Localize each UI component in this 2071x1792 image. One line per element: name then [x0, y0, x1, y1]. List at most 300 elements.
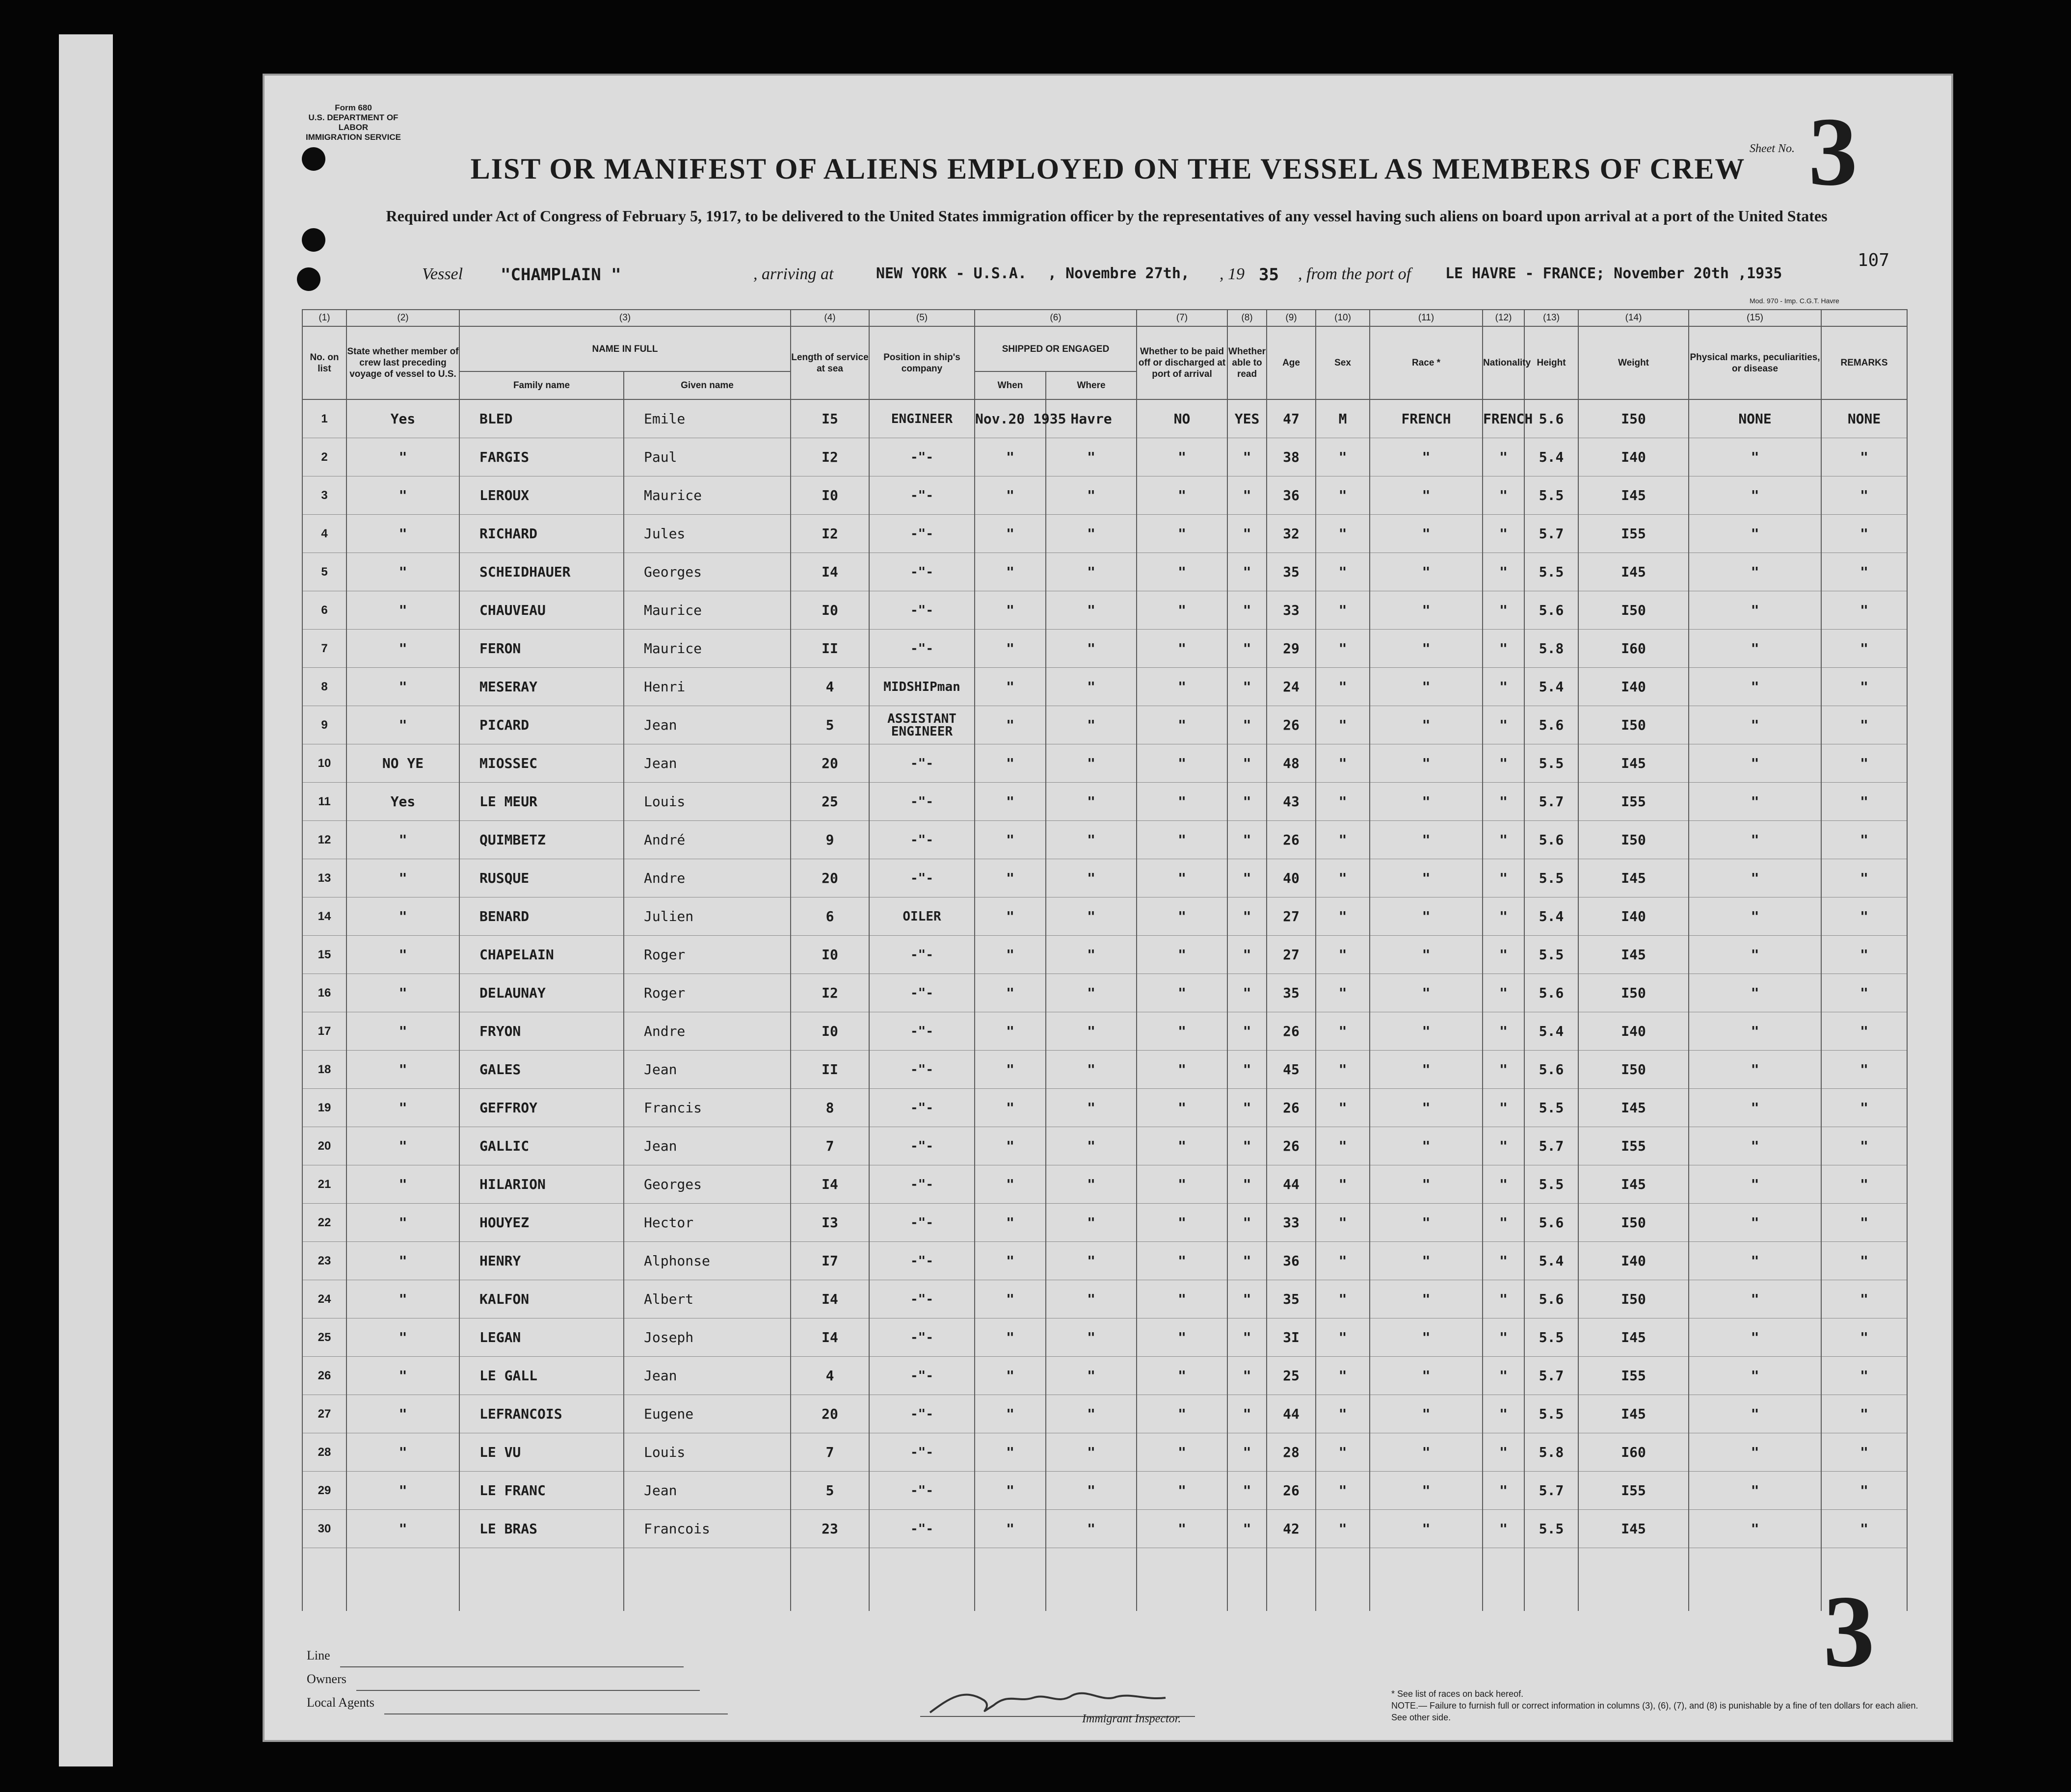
physical-marks-cell: " [1689, 974, 1821, 1012]
header-paid-off: Whether to be paid off or discharged at port of arrival [1137, 326, 1227, 399]
prev-voyage-cell: " [346, 1242, 459, 1280]
position-cell: -"- [869, 476, 975, 515]
row-number: 21 [302, 1165, 346, 1204]
inspector-label: Immigrant Inspector. [1082, 1713, 1181, 1725]
sex-cell: " [1316, 476, 1370, 515]
voyage-line [263, 265, 1953, 290]
race-cell: " [1370, 783, 1483, 821]
sex-cell: " [1316, 668, 1370, 706]
position-cell: -"- [869, 974, 975, 1012]
paid-off-cell: " [1137, 1472, 1227, 1510]
year-suffix: 35 [1259, 265, 1279, 285]
col-num: (3) [459, 310, 791, 326]
manifest-title: LIST OR MANIFEST OF ALIENS EMPLOYED ON THE VESSEL AS MEMBERS OF CREW [470, 153, 1746, 185]
sex-cell: " [1316, 1204, 1370, 1242]
table-row [302, 1204, 1907, 1242]
sex-cell: " [1316, 706, 1370, 744]
prev-voyage-cell: " [346, 1472, 459, 1510]
position-cell: -"- [869, 1127, 975, 1165]
family-name-cell: GALES [459, 1051, 624, 1089]
race-cell: " [1370, 553, 1483, 591]
nationality-cell: " [1483, 1051, 1524, 1089]
race-cell: " [1370, 630, 1483, 668]
nationality-cell: " [1483, 515, 1524, 553]
sex-cell: " [1316, 783, 1370, 821]
prev-voyage-cell: " [346, 515, 459, 553]
empty-cell [1524, 1548, 1578, 1611]
given-name-cell: Maurice [624, 591, 791, 630]
height-cell: 5.5 [1524, 859, 1578, 897]
shipped-where-cell: Havre [1046, 399, 1137, 438]
height-cell: 5.7 [1524, 783, 1578, 821]
shipped-where-cell: " [1046, 1472, 1137, 1510]
shipped-when-cell: " [975, 1012, 1046, 1051]
shipped-when-cell: " [975, 1472, 1046, 1510]
age-cell: 40 [1267, 859, 1316, 897]
shipped-when-cell: " [975, 553, 1046, 591]
paid-off-cell: " [1137, 1510, 1227, 1548]
given-name-cell: Georges [624, 1165, 791, 1204]
paid-off-cell: " [1137, 706, 1227, 744]
prev-voyage-cell: " [346, 476, 459, 515]
nationality-cell: " [1483, 630, 1524, 668]
able-read-cell: " [1227, 668, 1267, 706]
empty-cell [1370, 1548, 1483, 1611]
given-name-cell: Francois [624, 1510, 791, 1548]
paid-off-cell: " [1137, 783, 1227, 821]
col-num: (8) [1227, 310, 1267, 326]
family-name-cell: LE VU [459, 1433, 624, 1472]
physical-marks-cell: " [1689, 1165, 1821, 1204]
row-number: 14 [302, 897, 346, 936]
vessel-label: Vessel [422, 265, 463, 283]
family-name-cell: LEFRANCOIS [459, 1395, 624, 1433]
race-cell: " [1370, 744, 1483, 783]
able-read-cell: " [1227, 1089, 1267, 1127]
given-name-cell: Henri [624, 668, 791, 706]
family-name-cell: BLED [459, 399, 624, 438]
printer-mark: Mod. 970 - Imp. C.G.T. Havre [1750, 297, 1839, 305]
family-name-cell: FRYON [459, 1012, 624, 1051]
weight-cell: I40 [1578, 1242, 1689, 1280]
table-row [302, 1165, 1907, 1204]
paid-off-cell: " [1137, 438, 1227, 476]
empty-cell [346, 1548, 459, 1611]
shipped-where-cell: " [1046, 591, 1137, 630]
table-row [302, 1357, 1907, 1395]
height-cell: 5.6 [1524, 399, 1578, 438]
table-row [302, 859, 1907, 897]
physical-marks-cell: " [1689, 1089, 1821, 1127]
table-row [302, 897, 1907, 936]
table-row [302, 1127, 1907, 1165]
position-cell: -"- [869, 821, 975, 859]
paid-off-cell: NO [1137, 399, 1227, 438]
row-number: 30 [302, 1510, 346, 1548]
able-read-cell: " [1227, 1051, 1267, 1089]
weight-cell: I50 [1578, 591, 1689, 630]
shipped-where-cell: " [1046, 1127, 1137, 1165]
paid-off-cell: " [1137, 1165, 1227, 1204]
row-number: 7 [302, 630, 346, 668]
col-num: (10) [1316, 310, 1370, 326]
paid-off-cell: " [1137, 936, 1227, 974]
sheet-number: 3 [1808, 98, 1858, 206]
remarks-cell: " [1821, 1357, 1907, 1395]
paid-off-cell: " [1137, 859, 1227, 897]
height-cell: 5.7 [1524, 1357, 1578, 1395]
weight-cell: I40 [1578, 1012, 1689, 1051]
family-name-cell: MESERAY [459, 668, 624, 706]
height-cell: 5.4 [1524, 897, 1578, 936]
race-cell: " [1370, 1280, 1483, 1318]
physical-marks-cell: " [1689, 1012, 1821, 1051]
year-prefix: , 19 [1220, 265, 1245, 283]
height-cell: 5.4 [1524, 438, 1578, 476]
shipped-where-cell: " [1046, 438, 1137, 476]
position-cell: -"- [869, 783, 975, 821]
given-name-cell: Hector [624, 1204, 791, 1242]
height-cell: 5.6 [1524, 974, 1578, 1012]
family-name-cell: GALLIC [459, 1127, 624, 1165]
given-name-cell: Paul [624, 438, 791, 476]
height-cell: 5.6 [1524, 1280, 1578, 1318]
prev-voyage-cell: " [346, 859, 459, 897]
physical-marks-cell: " [1689, 1051, 1821, 1089]
sex-cell: " [1316, 515, 1370, 553]
header-given-name: Given name [624, 371, 791, 399]
table-row [302, 744, 1907, 783]
physical-marks-cell: " [1689, 515, 1821, 553]
able-read-cell: " [1227, 1318, 1267, 1357]
owners-rule [356, 1667, 700, 1691]
footer-fields [307, 1644, 728, 1714]
shipped-where-cell: " [1046, 1395, 1137, 1433]
able-read-cell: " [1227, 1357, 1267, 1395]
nationality-cell: " [1483, 1433, 1524, 1472]
family-name-cell: LE MEUR [459, 783, 624, 821]
given-name-cell: Jean [624, 1472, 791, 1510]
prev-voyage-cell: " [346, 1395, 459, 1433]
nationality-cell: " [1483, 821, 1524, 859]
prev-voyage-cell: " [346, 1089, 459, 1127]
column-header-row [302, 326, 1907, 371]
age-cell: 45 [1267, 1051, 1316, 1089]
sex-cell: " [1316, 1472, 1370, 1510]
remarks-cell: " [1821, 1012, 1907, 1051]
race-cell: " [1370, 1165, 1483, 1204]
position-cell: -"- [869, 1280, 975, 1318]
given-name-cell: Maurice [624, 476, 791, 515]
remarks-cell: " [1821, 1318, 1907, 1357]
able-read-cell: " [1227, 630, 1267, 668]
arrival-date: , Novembre 27th, [1048, 265, 1190, 282]
nationality-cell: " [1483, 706, 1524, 744]
shipped-where-cell: " [1046, 706, 1137, 744]
physical-marks-cell: " [1689, 897, 1821, 936]
position-cell: -"- [869, 553, 975, 591]
age-cell: 26 [1267, 1472, 1316, 1510]
prev-voyage-cell: " [346, 706, 459, 744]
table-row [302, 476, 1907, 515]
sex-cell: " [1316, 1433, 1370, 1472]
row-number: 17 [302, 1012, 346, 1051]
service-length-cell: 4 [791, 1357, 869, 1395]
able-read-cell: " [1227, 591, 1267, 630]
weight-cell: I45 [1578, 1089, 1689, 1127]
col-num: (6) [975, 310, 1137, 326]
weight-cell: I45 [1578, 1395, 1689, 1433]
family-name-cell: SCHEIDHAUER [459, 553, 624, 591]
row-number: 12 [302, 821, 346, 859]
table-row [302, 1051, 1907, 1089]
given-name-cell: Jules [624, 515, 791, 553]
shipped-where-cell: " [1046, 859, 1137, 897]
given-name-cell: Andre [624, 1012, 791, 1051]
col-num: (11) [1370, 310, 1483, 326]
shipped-when-cell: " [975, 1318, 1046, 1357]
age-cell: 28 [1267, 1433, 1316, 1472]
given-name-cell: Eugene [624, 1395, 791, 1433]
shipped-where-cell: " [1046, 1433, 1137, 1472]
height-cell: 5.6 [1524, 821, 1578, 859]
empty-cell [624, 1548, 791, 1611]
prev-voyage-cell: " [346, 1127, 459, 1165]
shipped-when-cell: " [975, 1433, 1046, 1472]
paid-off-cell: " [1137, 1242, 1227, 1280]
height-cell: 5.4 [1524, 1242, 1578, 1280]
prev-voyage-cell: " [346, 1357, 459, 1395]
header-prev-voyage: State whether member of crew last preceding voyage of vessel to U.S. [346, 326, 459, 399]
sex-cell: " [1316, 1165, 1370, 1204]
nationality-cell: FRENCH [1483, 399, 1524, 438]
shipped-where-cell: " [1046, 1204, 1137, 1242]
height-cell: 5.6 [1524, 591, 1578, 630]
weight-cell: I45 [1578, 936, 1689, 974]
header-when: When [975, 371, 1046, 399]
header-where: Where [1046, 371, 1137, 399]
remarks-cell: " [1821, 1242, 1907, 1280]
position-cell: -"- [869, 630, 975, 668]
table-row [302, 630, 1907, 668]
table-row [302, 591, 1907, 630]
height-cell: 5.5 [1524, 1318, 1578, 1357]
position-cell: -"- [869, 1012, 975, 1051]
header-nationality: Nationality [1483, 326, 1524, 399]
given-name-cell: Francis [624, 1089, 791, 1127]
nationality-cell: " [1483, 936, 1524, 974]
position-cell: -"- [869, 1242, 975, 1280]
service-length-cell: 7 [791, 1433, 869, 1472]
bottom-sheet-number: 3 [1823, 1575, 1875, 1688]
shipped-when-cell: " [975, 1357, 1046, 1395]
shipped-when-cell: " [975, 630, 1046, 668]
service-length-cell: II [791, 630, 869, 668]
weight-cell: I55 [1578, 1357, 1689, 1395]
row-number: 4 [302, 515, 346, 553]
position-cell: -"- [869, 859, 975, 897]
able-read-cell: " [1227, 706, 1267, 744]
shipped-where-cell: " [1046, 1165, 1137, 1204]
service-length-cell: 25 [791, 783, 869, 821]
prev-voyage-cell: " [346, 974, 459, 1012]
nationality-cell: " [1483, 783, 1524, 821]
from-label: , from the port of [1298, 265, 1411, 283]
col-num: (5) [869, 310, 975, 326]
empty-cell [1227, 1548, 1267, 1611]
owners-label: Owners [307, 1672, 346, 1686]
age-cell: 29 [1267, 630, 1316, 668]
shipped-when-cell: " [975, 974, 1046, 1012]
table-row [302, 1318, 1907, 1357]
race-cell: " [1370, 591, 1483, 630]
prev-voyage-cell: Yes [346, 783, 459, 821]
family-name-cell: LE FRANC [459, 1472, 624, 1510]
able-read-cell: " [1227, 1012, 1267, 1051]
age-cell: 26 [1267, 706, 1316, 744]
race-cell: " [1370, 668, 1483, 706]
nationality-cell: " [1483, 1089, 1524, 1127]
given-name-cell: Albert [624, 1280, 791, 1318]
sex-cell: " [1316, 936, 1370, 974]
empty-cell [1578, 1548, 1689, 1611]
age-cell: 47 [1267, 399, 1316, 438]
race-cell: " [1370, 1051, 1483, 1089]
prev-voyage-cell: " [346, 1051, 459, 1089]
able-read-cell: " [1227, 1165, 1267, 1204]
position-cell: -"- [869, 744, 975, 783]
age-cell: 35 [1267, 974, 1316, 1012]
physical-marks-cell: " [1689, 706, 1821, 744]
shipped-when-cell: " [975, 1510, 1046, 1548]
height-cell: 5.5 [1524, 476, 1578, 515]
row-number: 1 [302, 399, 346, 438]
shipped-where-cell: " [1046, 974, 1137, 1012]
paid-off-cell: " [1137, 1395, 1227, 1433]
col-num: (13) [1524, 310, 1578, 326]
physical-marks-cell: " [1689, 1433, 1821, 1472]
nationality-cell: " [1483, 1127, 1524, 1165]
from-port: LE HAVRE - FRANCE; November 20th ,1935 [1445, 265, 1782, 282]
paid-off-cell: " [1137, 1318, 1227, 1357]
able-read-cell: " [1227, 1280, 1267, 1318]
row-number: 16 [302, 974, 346, 1012]
shipped-when-cell: " [975, 821, 1046, 859]
given-name-cell: Andre [624, 859, 791, 897]
table-row [302, 668, 1907, 706]
age-cell: 26 [1267, 1012, 1316, 1051]
family-name-cell: FERON [459, 630, 624, 668]
nationality-cell: " [1483, 1204, 1524, 1242]
prev-voyage-cell: " [346, 936, 459, 974]
race-cell: " [1370, 1395, 1483, 1433]
physical-marks-cell: " [1689, 744, 1821, 783]
position-cell: ENGINEER [869, 399, 975, 438]
remarks-cell: " [1821, 1433, 1907, 1472]
family-name-cell: CHAPELAIN [459, 936, 624, 974]
arriving-port: NEW YORK - U.S.A. [876, 265, 1027, 282]
service-length-cell: 7 [791, 1127, 869, 1165]
shipped-when-cell: " [975, 438, 1046, 476]
paid-off-cell: " [1137, 744, 1227, 783]
prev-voyage-cell: " [346, 1165, 459, 1204]
row-number: 23 [302, 1242, 346, 1280]
sex-cell: " [1316, 1395, 1370, 1433]
able-read-cell: " [1227, 476, 1267, 515]
height-cell: 5.6 [1524, 1051, 1578, 1089]
able-read-cell: " [1227, 1395, 1267, 1433]
shipped-when-cell: " [975, 1395, 1046, 1433]
row-number: 20 [302, 1127, 346, 1165]
race-cell: " [1370, 476, 1483, 515]
able-read-cell: " [1227, 553, 1267, 591]
row-number: 5 [302, 553, 346, 591]
physical-marks-cell: NONE [1689, 399, 1821, 438]
weight-cell: I50 [1578, 821, 1689, 859]
given-name-cell: Joseph [624, 1318, 791, 1357]
nationality-cell: " [1483, 974, 1524, 1012]
table-row [302, 936, 1907, 974]
age-cell: 48 [1267, 744, 1316, 783]
family-name-cell: MIOSSEC [459, 744, 624, 783]
physical-marks-cell: " [1689, 1510, 1821, 1548]
family-name-cell: LEROUX [459, 476, 624, 515]
physical-marks-cell: " [1689, 936, 1821, 974]
age-cell: 35 [1267, 553, 1316, 591]
empty-cell [1483, 1548, 1524, 1611]
shipped-where-cell: " [1046, 515, 1137, 553]
shipped-when-cell: Nov.20 1935 [975, 399, 1046, 438]
position-cell: -"- [869, 591, 975, 630]
table-row [302, 553, 1907, 591]
position-cell: OILER [869, 897, 975, 936]
family-name-cell: GEFFROY [459, 1089, 624, 1127]
physical-marks-cell: " [1689, 1318, 1821, 1357]
shipped-when-cell: " [975, 1089, 1046, 1127]
family-name-cell: PICARD [459, 706, 624, 744]
table-row [302, 1433, 1907, 1472]
race-cell: " [1370, 1204, 1483, 1242]
remarks-cell: " [1821, 706, 1907, 744]
remarks-cell: " [1821, 630, 1907, 668]
table-row [302, 399, 1907, 438]
service-length-cell: I2 [791, 515, 869, 553]
header-length-service: Length of service at sea [791, 326, 869, 399]
paid-off-cell: " [1137, 1280, 1227, 1318]
remarks-cell: " [1821, 515, 1907, 553]
race-cell: " [1370, 1012, 1483, 1051]
shipped-where-cell: " [1046, 1280, 1137, 1318]
weight-cell: I50 [1578, 1280, 1689, 1318]
position-cell: MIDSHIPman [869, 668, 975, 706]
prev-voyage-cell: " [346, 553, 459, 591]
paid-off-cell: " [1137, 1433, 1227, 1472]
race-cell: " [1370, 438, 1483, 476]
age-cell: 26 [1267, 1127, 1316, 1165]
row-number: 13 [302, 859, 346, 897]
shipped-when-cell: " [975, 1280, 1046, 1318]
row-number: 8 [302, 668, 346, 706]
agents-label: Local Agents [307, 1695, 374, 1710]
service-length-cell: 20 [791, 859, 869, 897]
nationality-cell: " [1483, 1280, 1524, 1318]
age-cell: 27 [1267, 936, 1316, 974]
department-name: U.S. DEPARTMENT OF LABOR [308, 113, 398, 132]
table-row [302, 1472, 1907, 1510]
remarks-cell: NONE [1821, 399, 1907, 438]
sex-cell: " [1316, 1357, 1370, 1395]
table-row [302, 1510, 1907, 1548]
